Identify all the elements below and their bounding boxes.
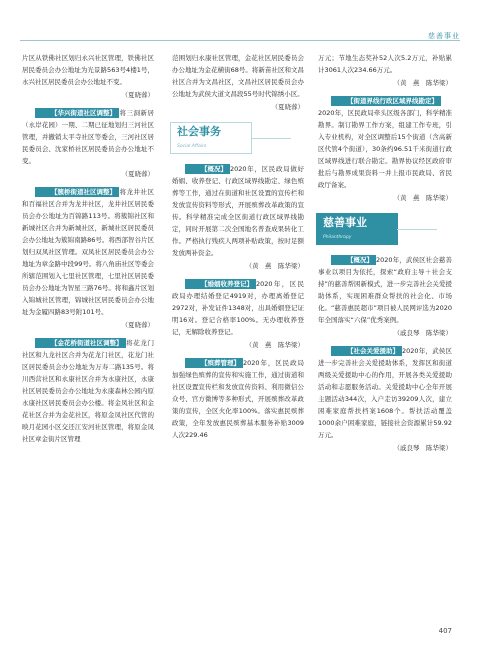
entry-tag: 【金花桥街道社区调整】 — [35, 338, 126, 348]
byline: （黄 燕 陈华梁） — [245, 341, 304, 349]
running-header: 慈善事业 — [428, 32, 460, 40]
byline: （夏晓蓉） — [271, 103, 304, 111]
heading-rule — [397, 229, 437, 230]
entry-tag: 【婚姻收养登记】 — [185, 279, 256, 289]
section-heading-philanthropy — [316, 213, 398, 245]
byline: （夏晓蓉） — [121, 91, 154, 99]
entry-tag: 【殡葬管理】 — [185, 358, 243, 368]
byline: （戚良琴 陈华梁） — [393, 329, 452, 337]
paragraph: 【概况】 2020年，区民政局做好婚姻、收养登记、行政区域界线勘定、绿色殡葬等工作，通过在街道和社区设置的宣传栏和发放宣传资料等形式，开展殡葬改革政策的宣传。科学精准完成全区街道行政区域界线勘定，同时开展第二次全国地名普查成果转化工作。严格执行残疾人两项补贴政策，按时足额发放两补资金。 — [172, 165, 304, 257]
entry-tag: 【社会关爱援助】 — [331, 346, 402, 356]
paragraph: 【社会关爱援助】 2020年，武侯区进一步完善社会关爱援助体系，发挥区和街道两级关爱援助中心的作用，开展各类关爱援助活动和志愿服务活动。关爱援助中心全年开展主题活动344次，入户走访39209人次，建立困难家庭帮扶档案1608个。帮扶活动覆盖1000余户困难家庭，链接社会资源累计59.92万元。 — [318, 347, 452, 439]
column-1 — [22, 52, 154, 445]
page-number: 407 — [438, 627, 452, 635]
paragraph: 【金花桥街道社区调整】 将花龙门社区和九龙社区合并为花龙门社区，花龙门社区居民委员会办公地址为万寿二路135号。将川西营社区和永康社区合并为永康社区，永康社区居民委员会办公地址为永康森林公园内原永康社区居民委员会办公楼。将金凤社区和金花社区合并为金花社区，将原金凤社区代管的映月花园小区交还江安河社区管理，将原金凤社区章金街片区管理 — [22, 339, 154, 443]
paragraph: 【华兴街道社区调整】 将三洞新居（永岸花园）一期、二期已征地划归三河社区管理，并撤销太平寺社区等委会，三河社区居民委员会、沈家桥社区居民委员会办公地址不变。 — [22, 109, 154, 165]
section-title: 社会事务 — [177, 125, 221, 138]
byline: （黄 燕 陈华梁） — [393, 79, 452, 87]
paragraph: 片区从铁佛社区划归永兴社区管理，铁佛社区居民委员会办公地址为光景路563号4楼1号，永兴社区居民委员会办公地址不变。 — [22, 54, 154, 86]
paragraph: 【殡葬管理】 2020年，区民政局加强绿色殡葬的宣传和实施工作，通过街道和社区设置宣传栏和发放宣传资料、利用微信公众号、官方微博等多种形式，开展殡葬改革政策的宣传，全区火化率100%。落实惠民殡葬政策，全年发放惠民殡葬基本服务补贴3009人次229.46 — [172, 359, 304, 439]
paragraph: 【簇桥街道社区调整】 将龙井社区和百福社区合并为龙井社区，龙井社区居民委员会办公地址为百锦路113号。将簇锦社区和新城社区合并为新城社区，新城社区居民委员会办公地址为簇锦南路86号。将西部智谷片区划归双凤社区管理。双凤社区居民委员会办公地址为章金路中段99号。将八角庙社区等委会所辖范围划入七里社区管理，七里社区居民委员会办公地址为智星三路76号。将和鑫片区划入锦城社区管理，锦城社区居民委员会办公地址为金履四路83号附101号。 — [22, 188, 154, 316]
paragraph: 范围划归永康社区管理，金花社区居民委员会办公地址为金花横街68号。将新苗社区和文昌社区合并为文昌社区，文昌社区居民委员会办公地址为武侯大道文昌段55号时代锦绣小区。 — [172, 54, 304, 98]
header-rule — [20, 40, 460, 41]
paragraph: 万元；节地生态奖补52人次5.2万元，补贴累计3061人次234.66万元。 — [318, 54, 452, 74]
column-3 — [318, 52, 452, 460]
column-2 — [172, 52, 304, 441]
paragraph: 【街道界线行政区域界线勘定】2020年，区民政局牵头区级各部门，科学精准勘界。制订勘界工作方案，组建工作专班，引入专业机构，对全区调整后15个街道（含高新区代管4个街道），30条约96.51千米街道行政区域界线进行联合勘定。勘界协议经区政府审批后与勘界成果资料一并上报市民政局、省民政厅备案。 — [318, 97, 452, 189]
paragraph: 【婚姻收养登记】 2020年，区民政局办理结婚登记4919对，办理离婚登记2972对，补发证件1348对，出具婚姻登记证明16对。登记合格率100%。无办理收养登记，无解除收养登记。 — [172, 280, 304, 336]
byline: （戚良琴 陈华梁） — [393, 444, 452, 452]
section-heading-social-affairs — [170, 122, 252, 154]
byline: （夏晓蓉） — [121, 170, 154, 178]
section-subtitle: Philanthropy — [323, 235, 352, 240]
entry-tag: 【华兴街道社区调整】 — [35, 108, 119, 118]
byline: （黄 燕 陈华梁） — [245, 262, 304, 270]
byline: （黄 燕 陈华梁） — [393, 194, 452, 202]
entry-tag: 【概况】 — [331, 255, 376, 265]
byline: （夏晓蓉） — [121, 321, 154, 329]
section-subtitle: Social Affairs — [177, 144, 207, 149]
entry-tag: 【概况】 — [185, 164, 230, 174]
heading-rule — [251, 138, 291, 139]
section-title: 慈善事业 — [323, 216, 367, 229]
entry-tag: 【簇桥街道社区调整】 — [35, 187, 119, 197]
paragraph: 【概况】 2020年，武侯区社会慈善事业以项目为依托，探索“政府主导＋社会支持”的慈善帮困新模式，进一步完善社会关爱援助体系，实现困难群众帮扶的社会化、市场化。“慈善惠民超市”项目被人民网评选为2020年全国落实“六保”优秀案例。 — [318, 256, 452, 324]
entry-tag: 【街道界线行政区域界线勘定】 — [331, 96, 441, 106]
